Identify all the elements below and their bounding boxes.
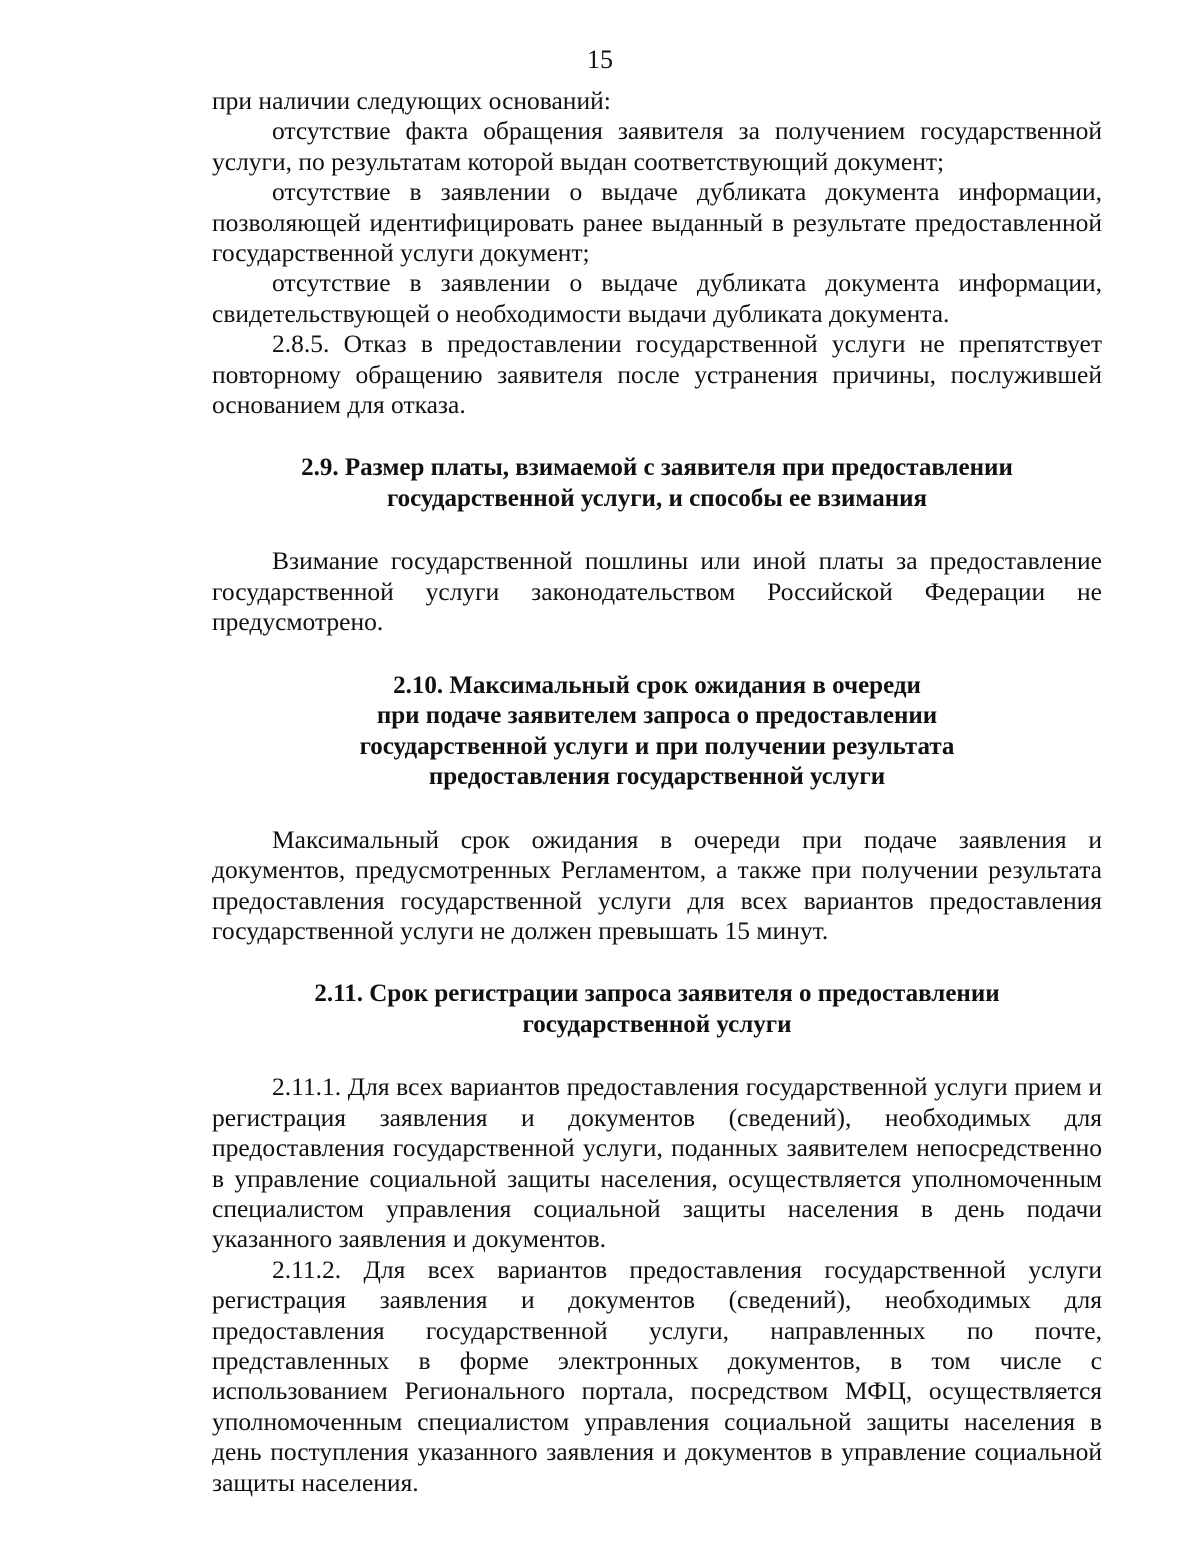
section-heading-2-11 <box>212 979 1102 1040</box>
heading-line: 2.10. Максимальный срок ожидания в очереди <box>393 671 921 699</box>
heading-line: предоставления государственной услуги <box>428 763 886 791</box>
paragraph-2-11-1: 2.11.1. Для всех вариантов предоставления государственной услуги прием и регистрация заявления и документов (сведений), необходимых для предоставления государственной услуги, поданных заявителем непосредственно в управление социальной защиты населения, осуществляется уполномоченным специалистом управления социальной защиты населения в день подачи указанного заявления и документов. <box>212 1072 1102 1254</box>
paragraph-queue-time: Максимальный срок ожидания в очереди при подаче заявления и документов, предусмотренных Регламентом, а также при получении результата предоставления государственной услуги для всех вариантов предоставления государственной услуги не должен превышать 15 минут. <box>212 824 1102 945</box>
heading-line: 2.9. Размер платы, взимаемой с заявителя при предоставлении <box>301 454 1013 482</box>
section-heading-2-10 <box>212 671 1102 793</box>
heading-line: при подаче заявителем запроса о предоставлении <box>376 702 938 730</box>
heading-line: государственной услуги, и способы ее взимания <box>386 484 928 512</box>
paragraph-fee: Взимание государственной пошлины или иной платы за предоставление государственной услуги законодательством Российской Федерации не предусмотрено. <box>212 546 1102 637</box>
heading-line: 2.11. Срок регистрации запроса заявителя о предоставлении <box>314 980 1000 1008</box>
page-number: 15 <box>587 45 613 74</box>
paragraph-ground-no-identification: отсутствие в заявлении о выдаче дубликата документа информации, позволяющей идентифицировать ранее выданный в результате предоставленной государственной услуги документ; <box>212 177 1102 268</box>
paragraph-grounds-intro: при наличии следующих оснований: <box>212 86 611 115</box>
document-body <box>212 86 1102 1498</box>
paragraph-ground-no-necessity: отсутствие в заявлении о выдаче дубликата документа информации, свидетельствующей о необходимости выдачи дубликата документа. <box>212 268 1102 328</box>
section-heading-2-9 <box>212 453 1102 514</box>
heading-line: государственной услуги и при получении результата <box>359 732 955 760</box>
heading-line: государственной услуги <box>522 1010 792 1038</box>
paragraph-2-8-5: 2.8.5. Отказ в предоставлении государственной услуги не препятствует повторному обращению заявителя после устранения причины, послужившей основанием для отказа. <box>212 329 1102 420</box>
paragraph-2-11-2: 2.11.2. Для всех вариантов предоставления государственной услуги регистрация заявления и документов (сведений), необходимых для предоставления государственной услуги, направленных по почте, представленных в форме электронных документов, в том числе с использованием Регионального портала, посредством МФЦ, осуществляется уполномоченным специалистом управления социальной защиты населения в день поступления указанного заявления и документов в управление социальной защиты населения. <box>212 1254 1102 1497</box>
paragraph-ground-no-request: отсутствие факта обращения заявителя за получением государственной услуги, по результатам которой выдан соответствующий документ; <box>212 116 1102 176</box>
